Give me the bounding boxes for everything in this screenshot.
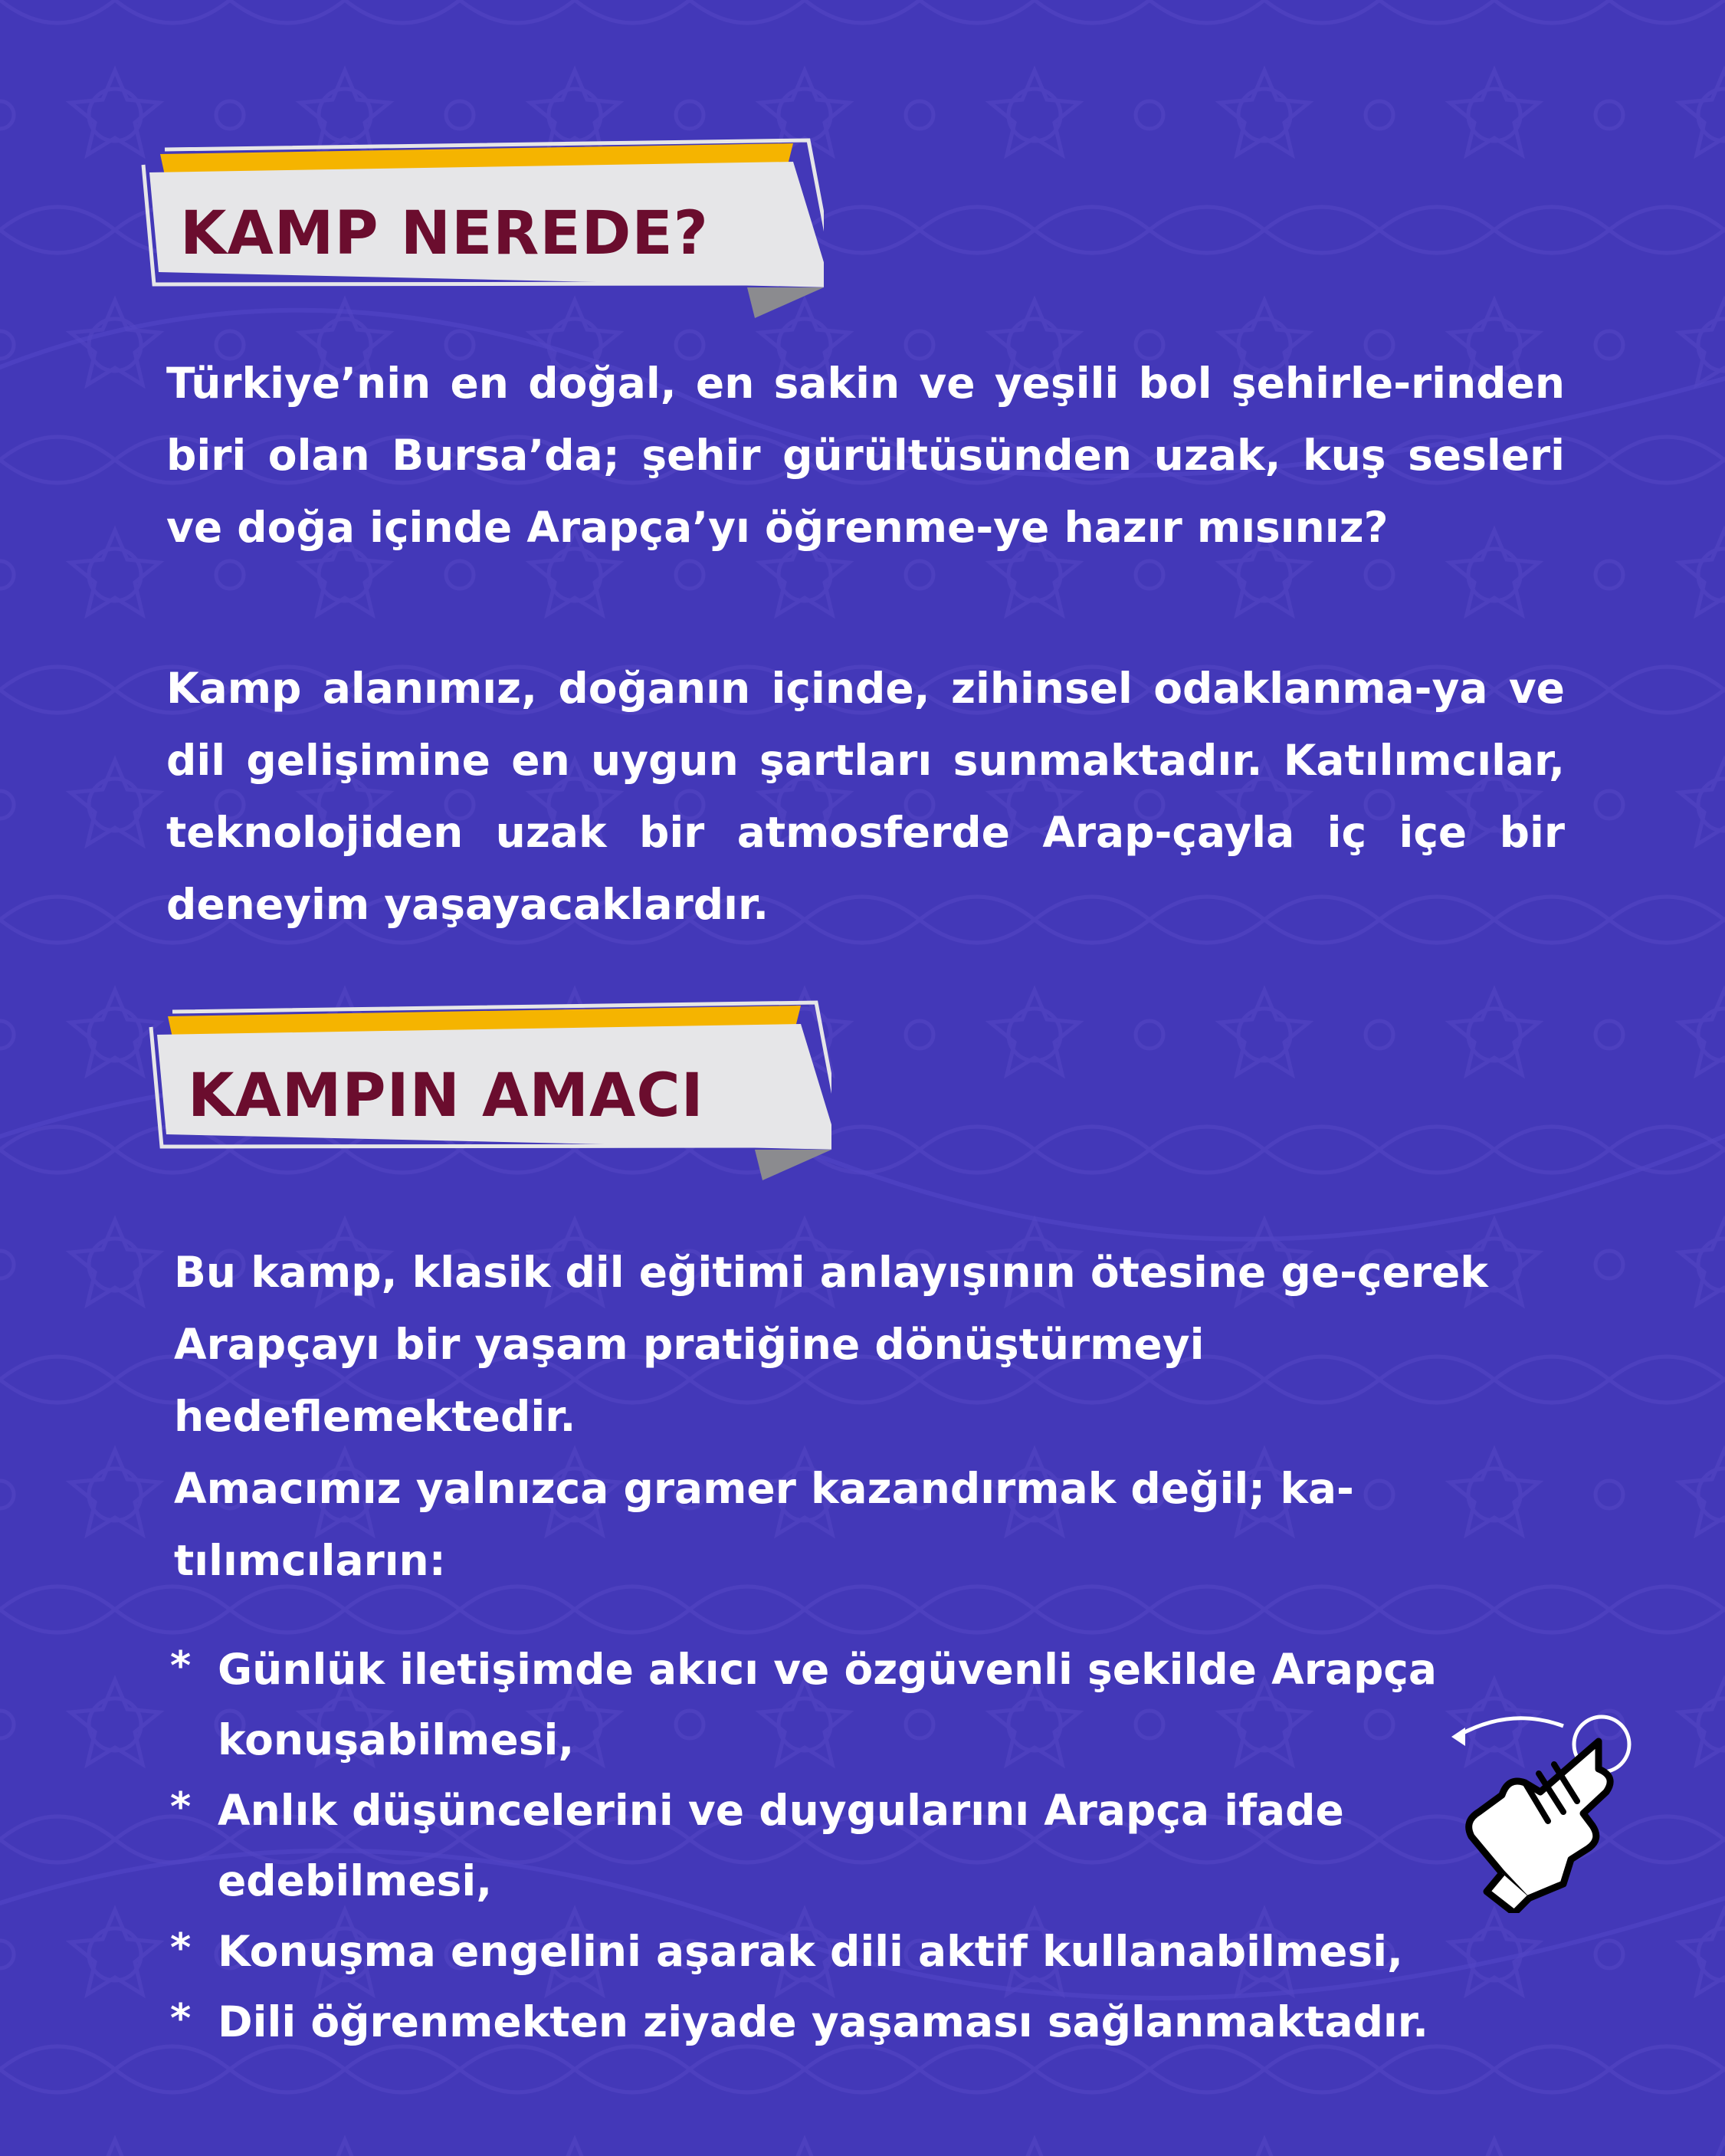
section-where-paragraph-2: Kamp alanımız, doğanın içinde, zihinsel odaklanma-ya ve dil gelişimine en uygun şartları sunmaktadır. Katılımcılar, teknolojiden uzak bir atmosferde Arap-çayla iç içe bir deneyim yaşayacaklardır.	[166, 664, 1565, 929]
list-item	[170, 1987, 1687, 2057]
section-where-banner	[134, 126, 824, 333]
section-purpose-paragraph-1: Bu kamp, klasik dil eğitimi anlayışının ötesine ge-çerek Arapçayı bir yaşam pratiğine dönüştürmeyi hedeflemektedir.	[174, 1248, 1488, 1441]
list-item	[170, 1916, 1687, 1987]
bullet-text: Konuşma engelini aşarak dili aktif kullanabilmesi,	[218, 1927, 1403, 1976]
section-where-title: KAMP NEREDE?	[180, 199, 709, 268]
asterisk-bullet-icon: *	[170, 1925, 192, 1971]
asterisk-bullet-icon: *	[170, 1784, 192, 1830]
section-where-paragraph-1: Türkiye’nin en doğal, en sakin ve yeşili bol şehirle-rinden biri olan Bursa’da; şehir gürültüsünden uzak, kuş sesleri ve doğa içinde Arapça’yı öğrenme-ye hazır mısınız?	[166, 359, 1565, 552]
section-purpose-banner	[142, 989, 831, 1196]
asterisk-bullet-icon: *	[170, 1996, 192, 2042]
bullet-text: Dili öğrenmekten ziyade yaşaması sağlanmaktadır.	[218, 1997, 1428, 2046]
bullet-text: Günlük iletişimde akıcı ve özgüvenli şekilde Arapça konuşabilmesi,	[218, 1645, 1438, 1764]
section-purpose-title: KAMPIN AMACI	[188, 1062, 704, 1131]
bullet-text: Anlık düşüncelerini ve duygularını Arapça ifade edebilmesi,	[218, 1786, 1344, 1905]
section-purpose-paragraph-2: Amacımız yalnızca gramer kazandırmak değil; ka-tılımcıların:	[174, 1464, 1354, 1585]
asterisk-bullet-icon: *	[170, 1643, 192, 1689]
pointing-hand-swipe-icon	[1448, 1706, 1655, 1913]
